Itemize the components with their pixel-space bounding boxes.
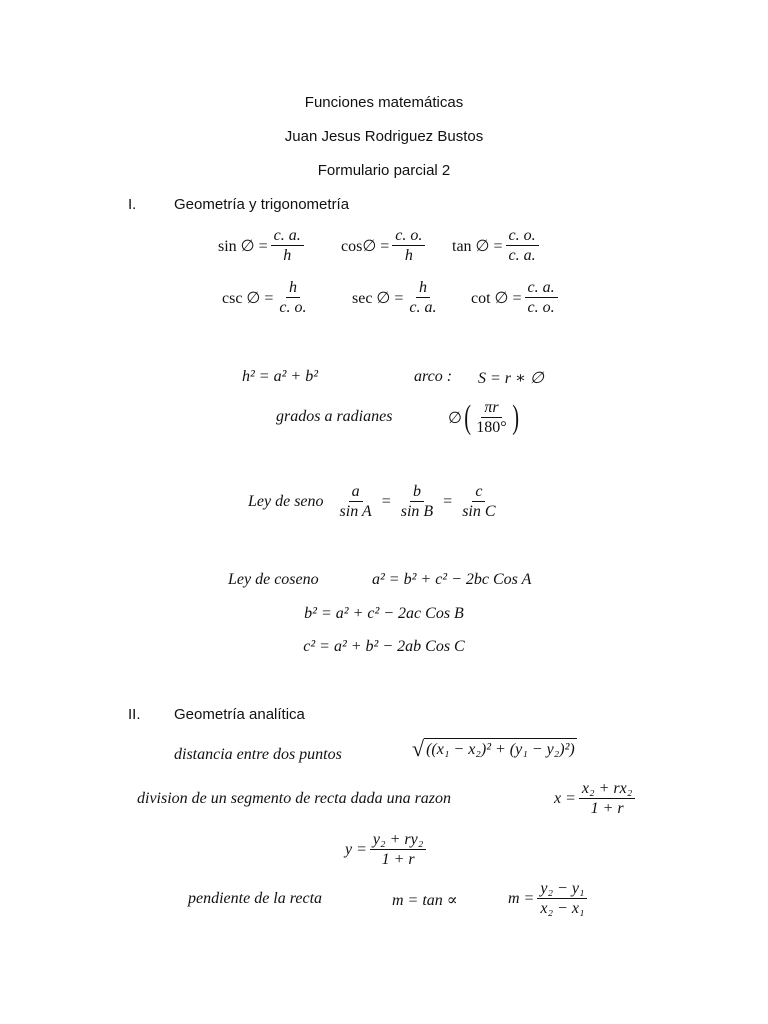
division-y-denominator: 1 + r: [381, 851, 415, 868]
cot-denominator: c. o.: [527, 299, 555, 316]
sines-numerator-b: b: [410, 482, 424, 502]
equals-sign: =: [381, 492, 391, 510]
division-x-denominator: 1 + r: [590, 800, 624, 817]
distance-expression: ((x₁ − x₂)² + (y₁ − y₂)²): [424, 738, 577, 760]
section-2-numeral: II.: [128, 706, 141, 723]
radians-fraction: [473, 398, 509, 437]
division-y-lhs: y =: [345, 840, 367, 858]
cot-formula: [471, 278, 561, 317]
cot-numerator: c. a.: [525, 278, 558, 298]
sines-denominator-b: sin B: [400, 503, 434, 520]
slope-label: pendiente de la recta: [188, 890, 323, 907]
division-y-fraction: [370, 830, 426, 869]
sines-numerator-c: c: [472, 482, 485, 502]
radians-denominator: 180°: [476, 419, 507, 436]
radians-symbol: ∅: [448, 409, 462, 427]
slope-numerator: y₂ − y₁: [537, 879, 587, 899]
csc-fraction: [276, 278, 309, 317]
sec-fraction: [406, 278, 439, 317]
right-paren: ): [511, 398, 519, 436]
document-subtitle: Formulario parcial 2: [317, 162, 451, 179]
distance-label: distancia entre dos puntos: [174, 746, 342, 763]
division-label: division de un segmento de recta dada una razon: [137, 790, 452, 807]
csc-lhs: csc ∅ =: [222, 289, 274, 307]
sec-formula: [352, 278, 443, 317]
cosines-equation-a: a² = b² + c² − 2bc Cos A: [372, 571, 532, 588]
slope-tan-formula: m = tan ∝: [392, 892, 458, 909]
division-y-numerator: y₂ + ry₂: [370, 830, 426, 850]
sines-denominator-c: sin C: [462, 503, 496, 520]
slope-formula: [508, 879, 590, 918]
csc-numerator: h: [286, 278, 300, 298]
slope-fraction: [537, 879, 587, 918]
arc-formula: S = r ∗ ∅: [478, 370, 544, 387]
slope-denominator: x₂ − x₁: [540, 900, 585, 917]
cos-fraction: [392, 226, 425, 265]
author-name: Juan Jesus Rodriguez Bustos: [284, 128, 484, 145]
sines-fraction-b: [398, 482, 436, 521]
cos-lhs: cos∅ =: [341, 237, 390, 255]
cosines-equation-b: b² = a² + c² − 2ac Cos B: [304, 605, 464, 622]
cot-fraction: [525, 278, 558, 317]
law-of-sines-label: Ley de seno: [248, 492, 324, 510]
cos-formula: [341, 226, 428, 265]
equals-sign: =: [443, 492, 453, 510]
csc-denominator: c. o.: [279, 299, 307, 316]
tan-denominator: c. a.: [508, 247, 536, 264]
sines-numerator-a: a: [349, 482, 363, 502]
sec-lhs: sec ∅ =: [352, 289, 404, 307]
document-title: Funciones matemáticas: [304, 94, 464, 111]
cosines-equation-c: c² = a² + b² − 2ab Cos C: [303, 638, 465, 655]
arc-label: arco :: [414, 368, 453, 385]
sec-numerator: h: [416, 278, 430, 298]
square-root: [412, 738, 577, 760]
radical-sign: √: [412, 736, 425, 761]
division-x-numerator: x₂ + rx₂: [579, 779, 635, 799]
sin-fraction: [271, 226, 304, 265]
distance-formula: [412, 738, 577, 761]
pythagoras-formula: h² = a² + b²: [242, 368, 318, 385]
division-x-lhs: x =: [554, 789, 576, 807]
sines-fraction-c: [459, 482, 498, 521]
sines-fraction-a: [337, 482, 375, 521]
radians-formula: [448, 398, 521, 437]
division-x-formula: [554, 779, 638, 818]
sines-denominator-a: sin A: [339, 503, 372, 520]
tan-fraction: [506, 226, 539, 265]
cot-lhs: cot ∅ =: [471, 289, 522, 307]
tan-lhs: tan ∅ =: [452, 237, 503, 255]
sin-numerator: c. a.: [271, 226, 304, 246]
tan-formula: [452, 226, 542, 265]
sec-denominator: c. a.: [409, 299, 437, 316]
law-of-cosines-label: Ley de coseno: [228, 571, 319, 588]
tan-numerator: c. o.: [506, 226, 539, 246]
radians-numerator: πr: [481, 398, 501, 418]
left-paren: (: [464, 398, 471, 436]
law-of-sines: [248, 482, 502, 521]
radians-label: grados a radianes: [276, 408, 393, 425]
section-1-numeral: I.: [128, 196, 137, 213]
section-2-title: Geometría analítica: [174, 706, 305, 723]
sin-lhs: sin ∅ =: [218, 237, 268, 255]
slope-lhs: m =: [508, 889, 535, 907]
division-x-fraction: [579, 779, 635, 818]
sin-formula: [218, 226, 307, 265]
cos-denominator: h: [404, 247, 413, 264]
sin-denominator: h: [283, 247, 292, 264]
division-y-formula: [345, 830, 429, 869]
csc-formula: [222, 278, 313, 317]
cos-numerator: c. o.: [392, 226, 425, 246]
section-1-title: Geometría y trigonometría: [174, 196, 350, 213]
